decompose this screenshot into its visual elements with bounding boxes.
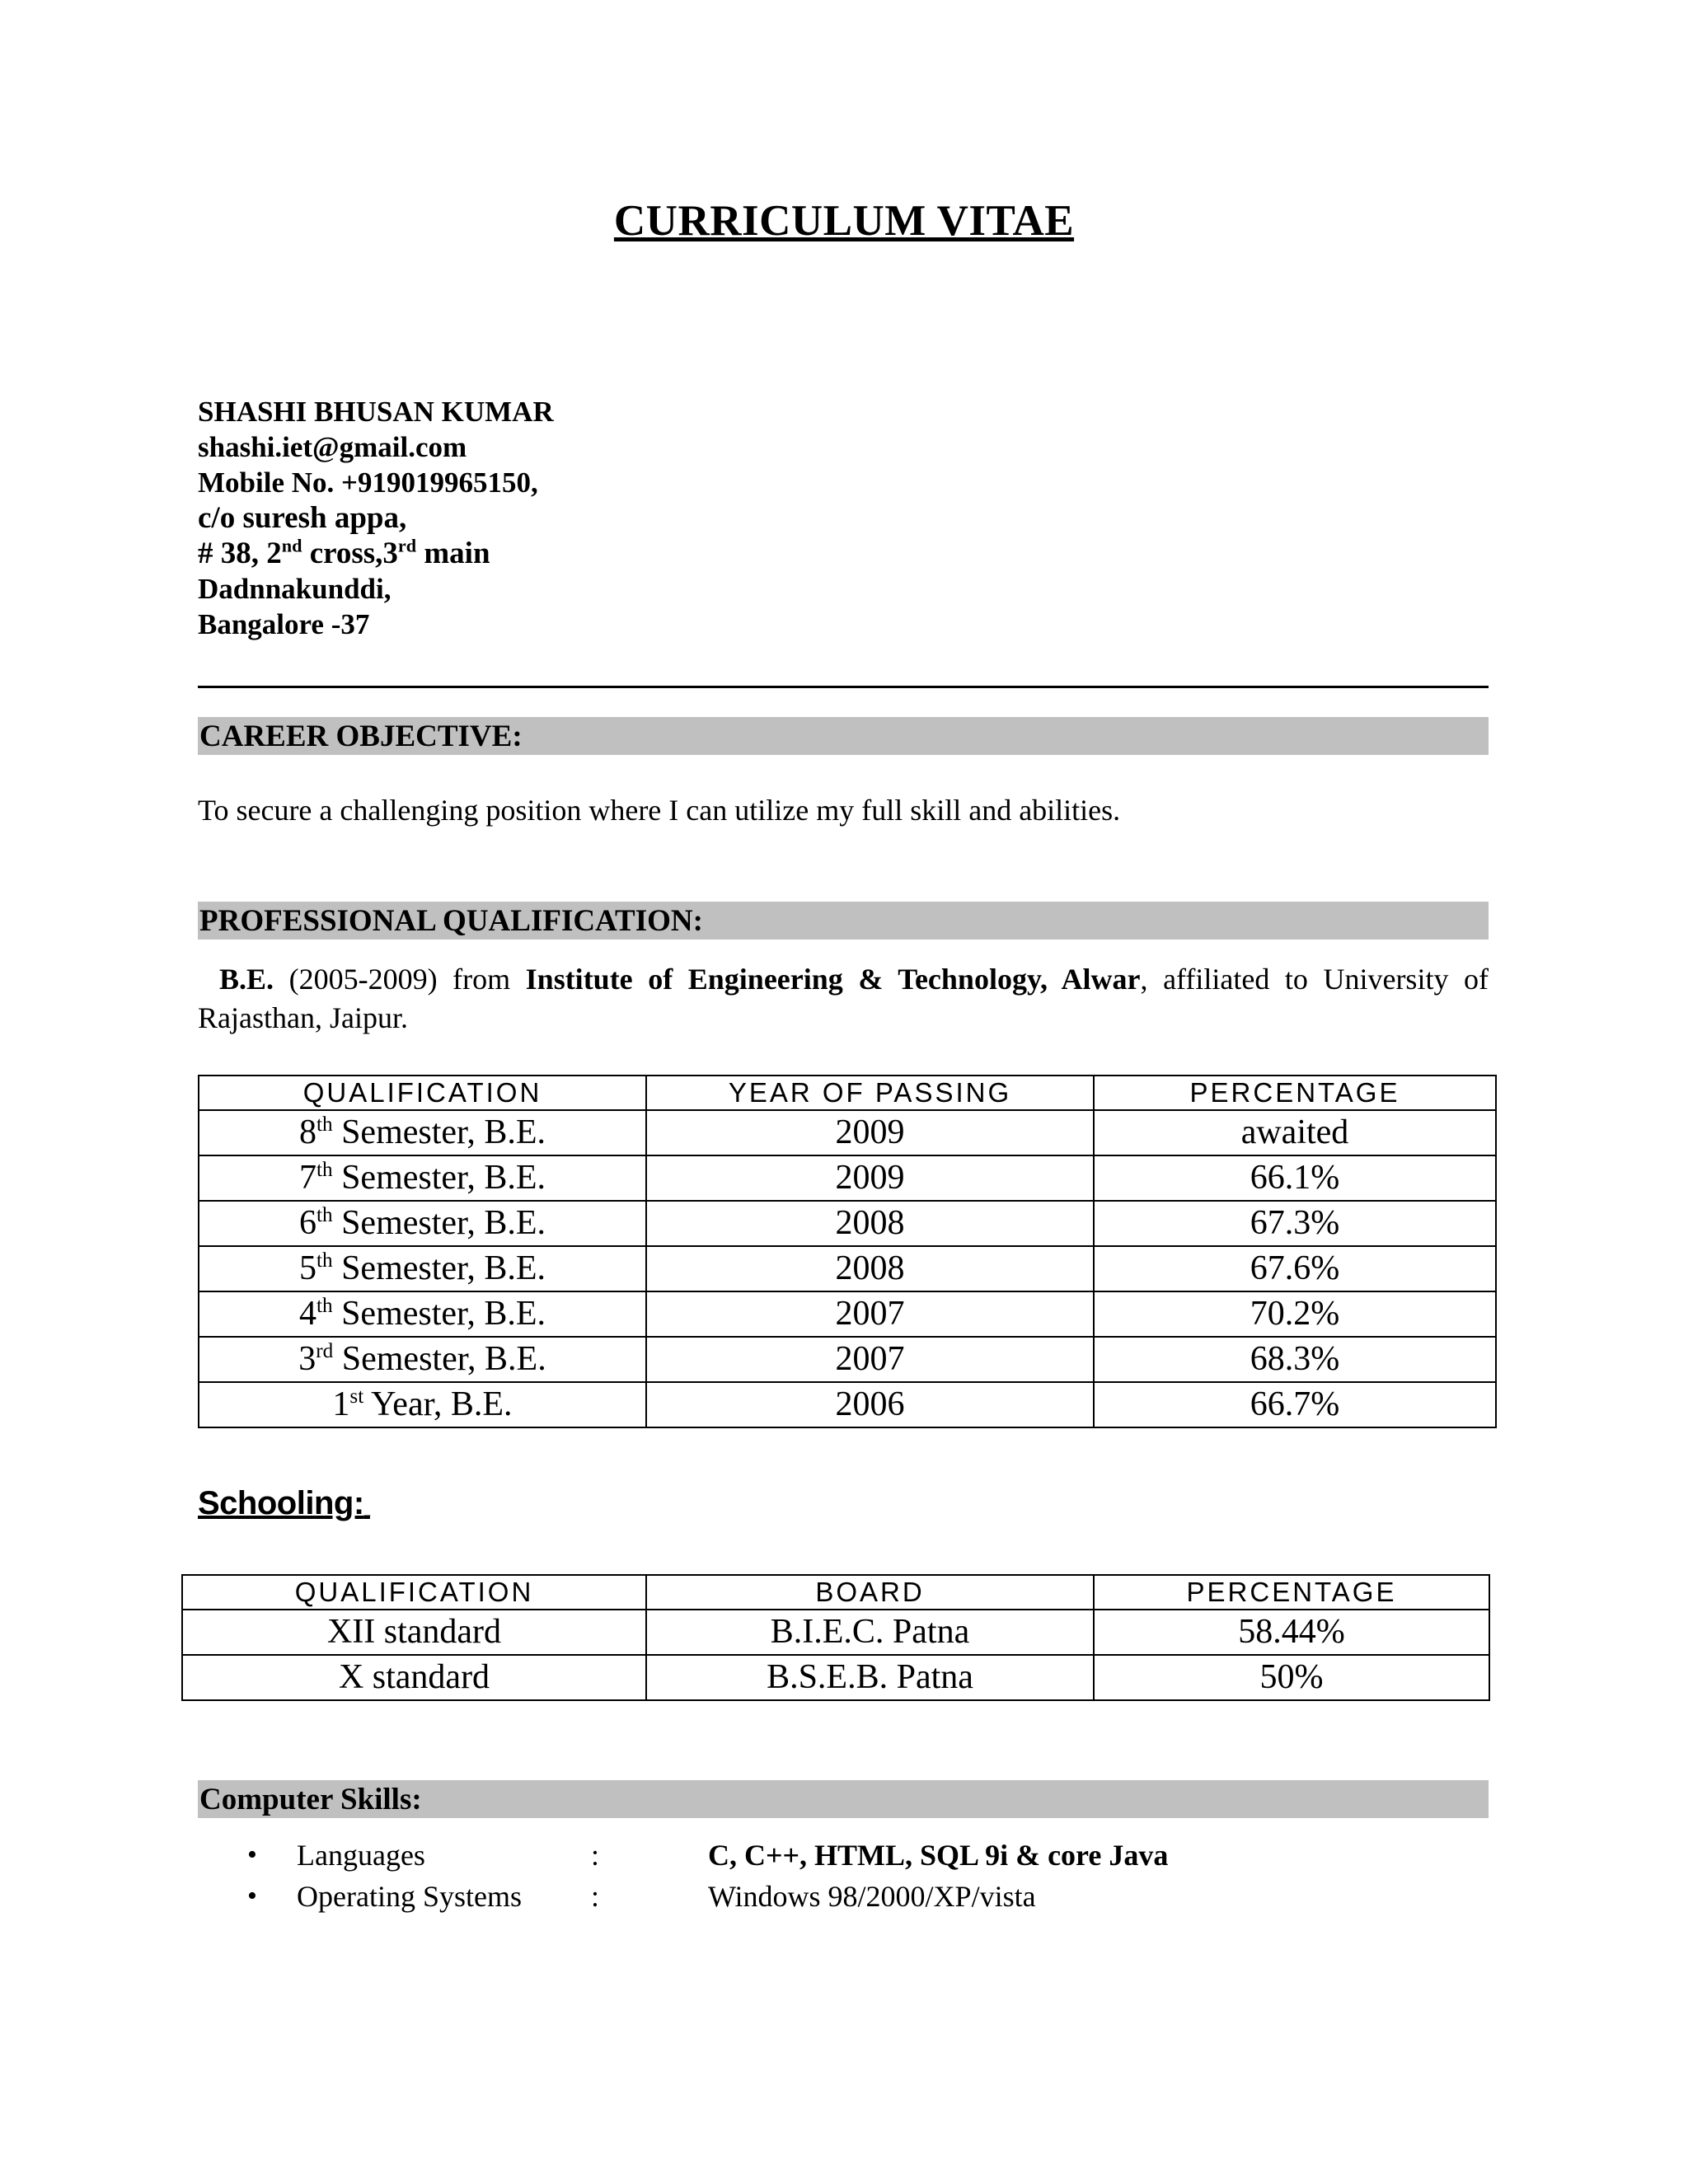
degree-description: B.E. (2005-2009) from Institute of Engineering & Technology, Alwar, affiliated to University of Rajasthan, Jaipur. [198, 963, 1489, 1034]
table-row [182, 1655, 1489, 1700]
list-item [198, 1835, 1434, 1876]
table-row [199, 1201, 1496, 1246]
qualification-cell: 5th Semester, B.E. [199, 1246, 646, 1291]
table-row [199, 1382, 1496, 1427]
column-header: PERCENTAGE [1094, 1076, 1496, 1110]
schooling-table [181, 1574, 1490, 1701]
year-cell: 2008 [646, 1201, 1094, 1246]
column-header: QUALIFICATION [199, 1076, 646, 1110]
qualification-cell: 3rd Semester, B.E. [199, 1337, 646, 1382]
percentage-cell: 70.2% [1094, 1291, 1496, 1337]
percentage-cell: 67.3% [1094, 1201, 1496, 1246]
computer-skills-list [198, 1835, 1434, 1917]
skill-label: Languages [297, 1839, 425, 1872]
email-address: shashi.iet@gmail.com [198, 431, 467, 463]
locality-line: Dadnnakunddi, [198, 573, 392, 605]
skill-value: Windows 98/2000/XP/vista [708, 1880, 1036, 1913]
percentage-cell: 58.44% [1094, 1610, 1489, 1655]
qualification-cell: 8th Semester, B.E. [199, 1110, 646, 1155]
column-header: BOARD [646, 1575, 1094, 1610]
percentage-cell: 66.7% [1094, 1382, 1496, 1427]
applicant-name: SHASHI BHUSAN KUMAR [198, 396, 554, 428]
skill-value: C, C++, HTML, SQL 9i & core Java [708, 1839, 1169, 1872]
table-row [199, 1155, 1496, 1201]
skill-label: Operating Systems [297, 1880, 522, 1913]
percentage-cell: 68.3% [1094, 1337, 1496, 1382]
year-cell: 2009 [646, 1155, 1094, 1201]
career-objective-text: To secure a challenging position where I can utilize my full skill and abilities. [198, 794, 1121, 827]
city-line: Bangalore -37 [198, 608, 370, 640]
board-cell: B.S.E.B. Patna [646, 1655, 1094, 1700]
separator-colon: : [591, 1880, 600, 1913]
header-divider [198, 686, 1489, 688]
street-address: # 38, 2nd cross,3rd main [198, 535, 490, 570]
year-cell: 2008 [646, 1246, 1094, 1291]
qualification-cell: 1st Year, B.E. [199, 1382, 646, 1427]
care-of-line: c/o suresh appa, [198, 501, 407, 535]
qualification-cell: XII standard [182, 1610, 646, 1655]
computer-skills-heading: Computer Skills: [198, 1780, 1489, 1818]
bullet-icon: • [247, 1840, 257, 1870]
qualification-cell: 6th Semester, B.E. [199, 1201, 646, 1246]
column-header: QUALIFICATION [182, 1575, 646, 1610]
year-cell: 2007 [646, 1291, 1094, 1337]
column-header: PERCENTAGE [1094, 1575, 1489, 1610]
mobile-number: Mobile No. +919019965150, [198, 466, 538, 499]
qualification-cell: 7th Semester, B.E. [199, 1155, 646, 1201]
table-row [199, 1337, 1496, 1382]
contact-block [198, 394, 554, 642]
list-item [198, 1876, 1434, 1917]
bullet-icon: • [247, 1881, 257, 1911]
table-row [199, 1291, 1496, 1337]
document-title: CURRICULUM VITAE [613, 197, 1075, 245]
board-cell: B.I.E.C. Patna [646, 1610, 1094, 1655]
separator-colon: : [591, 1839, 600, 1872]
percentage-cell: 67.6% [1094, 1246, 1496, 1291]
year-cell: 2006 [646, 1382, 1094, 1427]
percentage-cell: 66.1% [1094, 1155, 1496, 1201]
professional-qualification-heading: PROFESSIONAL QUALIFICATION: [198, 902, 1489, 940]
professional-qualification-table [198, 1075, 1497, 1428]
year-cell: 2007 [646, 1337, 1094, 1382]
schooling-heading: Schooling:_ [198, 1485, 370, 1521]
year-cell: 2009 [646, 1110, 1094, 1155]
table-header-row [182, 1575, 1489, 1610]
column-header: YEAR OF PASSING [646, 1076, 1094, 1110]
qualification-cell: X standard [182, 1655, 646, 1700]
table-row [199, 1246, 1496, 1291]
table-header-row [199, 1076, 1496, 1110]
percentage-cell: 50% [1094, 1655, 1489, 1700]
table-row [199, 1110, 1496, 1155]
table-row [182, 1610, 1489, 1655]
percentage-cell: awaited [1094, 1110, 1496, 1155]
qualification-cell: 4th Semester, B.E. [199, 1291, 646, 1337]
career-objective-heading: CAREER OBJECTIVE: [198, 717, 1489, 755]
